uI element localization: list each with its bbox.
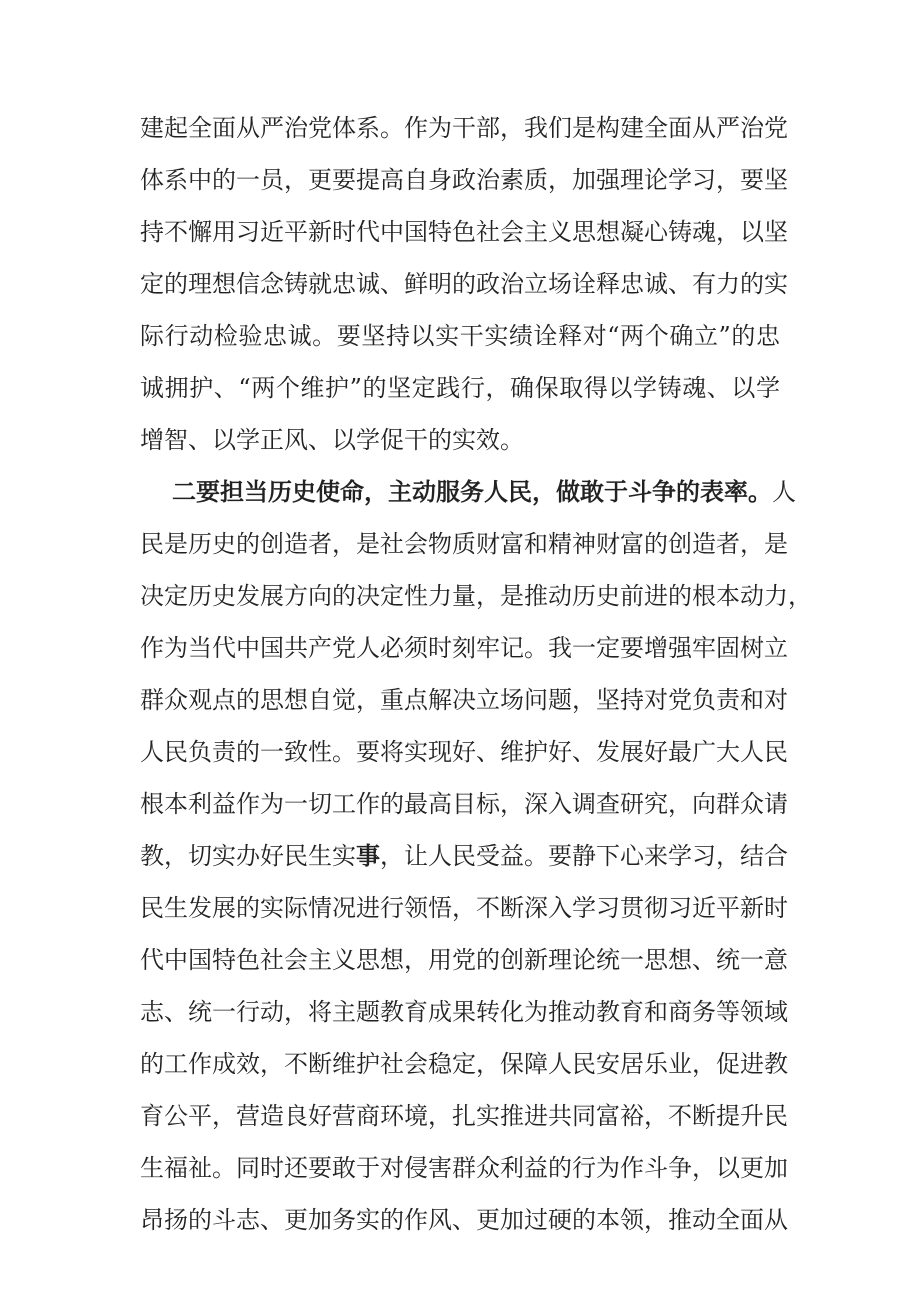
line-8-bold: 事 xyxy=(356,841,380,870)
paragraph-1-line: 增智、以学正风、以学促干的实效。 xyxy=(140,426,524,454)
paragraph-2-heading: 二要担当历史使命，主动服务人民，做敢于斗争的表率。 xyxy=(172,477,772,506)
line-8-post: ，让人民受益。要静下心来学习，结合 xyxy=(380,842,788,870)
paragraph-2-line: 民是历史的创造者，是社会物质财富和精神财富的创造者，是 xyxy=(140,530,788,558)
paragraph-1-line: 建起全面从严治党体系。作为干部，我们是构建全面从严治党 xyxy=(140,114,788,142)
paragraph-2-heading-line xyxy=(172,472,796,512)
paragraph-1-line: 际行动检验忠诚。要坚持以实干实绩诠释对“两个确立”的忠 xyxy=(140,322,780,350)
paragraph-2-line: 生福祉。同时还要敢于对侵害群众利益的行为作斗争，以更加 xyxy=(140,1154,788,1182)
paragraph-1-line: 持不懈用习近平新时代中国特色社会主义思想凝心铸魂，以坚 xyxy=(140,218,788,246)
paragraph-1-line: 诚拥护、“两个维护”的坚定践行，确保取得以学铸魂、以学 xyxy=(140,374,780,402)
paragraph-2-line: 昂扬的斗志、更加务实的作风、更加过硬的本领，推动全面从 xyxy=(140,1206,788,1234)
paragraph-2-line: 代中国特色社会主义思想，用党的创新理论统一思想、统一意 xyxy=(140,946,788,974)
paragraph-2-line: 根本利益作为一切工作的最高目标，深入调查研究，向群众请 xyxy=(140,790,788,818)
line-8-pre: 教，切实办好民生实 xyxy=(140,842,356,870)
paragraph-2-line: 民生发展的实际情况进行领悟，不断深入学习贯彻习近平新时 xyxy=(140,894,788,922)
paragraph-1-line: 定的理想信念铸就忠诚、鲜明的政治立场诠释忠诚、有力的实 xyxy=(140,270,788,298)
paragraph-2-line: 的工作成效，不断维护社会稳定，保障人民安居乐业，促进教 xyxy=(140,1050,788,1078)
paragraph-2-line: 育公平，营造良好营商环境，扎实推进共同富裕，不断提升民 xyxy=(140,1102,788,1130)
paragraph-2-line: 群众观点的思想自觉，重点解决立场问题，坚持对党负责和对 xyxy=(140,686,788,714)
paragraph-2-line: 决定历史发展方向的决定性力量，是推动历史前进的根本动力， xyxy=(140,582,812,610)
paragraph-2-line: 人民负责的一致性。要将实现好、维护好、发展好最广大人民 xyxy=(140,738,788,766)
paragraph-2-heading-tail: 人 xyxy=(772,478,796,506)
paragraph-2-line: 志、统一行动，将主题教育成果转化为推动教育和商务等领域 xyxy=(140,998,788,1026)
paragraph-2-line: 作为当代中国共产党人必须时刻牢记。我一定要增强牢固树立 xyxy=(140,634,788,662)
paragraph-1-line: 体系中的一员，更要提高自身政治素质，加强理论学习，要坚 xyxy=(140,166,788,194)
paragraph-2-line xyxy=(140,836,788,876)
